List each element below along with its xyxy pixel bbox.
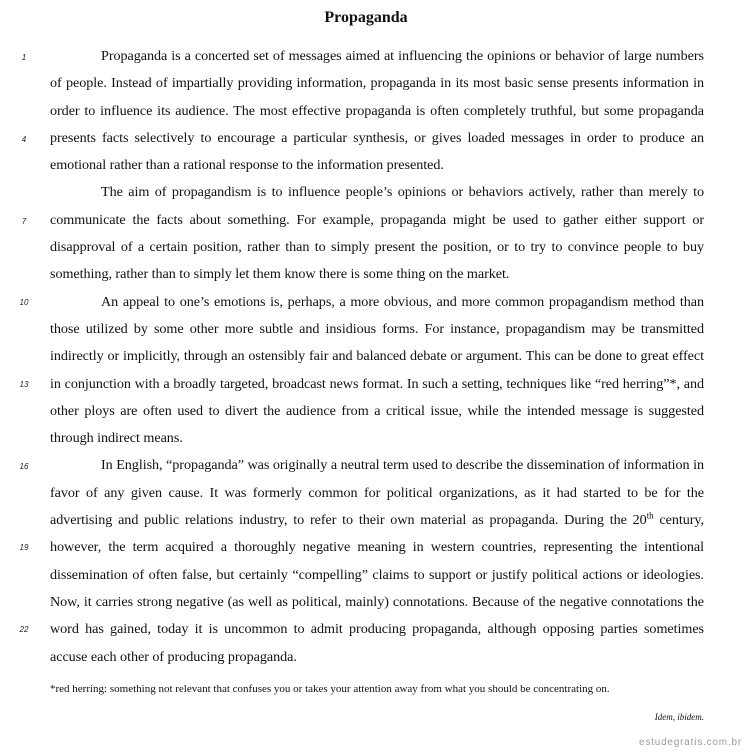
line-number: 22 (19, 625, 29, 634)
line-number: 19 (19, 543, 29, 552)
footnote: *red herring: something not relevant that confuses you or takes your attention away from what you should be concentrating on. (50, 683, 610, 695)
line-number: 1 (21, 53, 27, 62)
article-body (50, 43, 704, 671)
paragraph-4-text-before: In English, “propaganda” was originally a neutral term used to describe the dissemination of information in favor of any given cause. It was formerly common for political organizations, as it had started to be for the advertising and public relations industry, to refer to their own material as propaganda. During the 20 (50, 457, 704, 529)
source-citation: Idem, ibidem. (654, 712, 704, 722)
paragraph-3: An appeal to one’s emotions is, perhaps, a more obvious, and more common propagandism method than those utilized by some other more subtle and insidious forms. For instance, propagandism may be transmitted indirectly or implicitly, through an ostensibly fair and balanced debate or argument. This can be done to great effect in conjunction with a broadly targeted, broadcast news format. In such a setting, techniques like “red herring”*, and other ploys are often used to divert the audience from a critical issue, while the intended message is suggested through indirect means. (50, 293, 704, 447)
line-number: 16 (19, 462, 29, 471)
line-number: 13 (19, 380, 29, 389)
paragraph-4-text-after: century, however, the term acquired a thoroughly negative meaning in western countries, representing the intentional dissemination of often false, but certainly “compelling” claims to support or justify political actions or ideologies. Now, it carries strong negative (as well as political, mainly) connotations. Because of the negative connotations the word has gained, today it is uncommon to admit producing propaganda, although opposing parties sometimes accuse each other of producing propaganda. (50, 512, 704, 665)
line-number: 7 (21, 217, 27, 226)
ordinal-superscript: th (646, 510, 654, 521)
line-number: 10 (19, 298, 29, 307)
paragraph-4 (50, 452, 704, 670)
paragraph-2: The aim of propagandism is to influence people’s opinions or behaviors actively, rather than merely to communicate the facts about something. For example, propaganda might be used to gather either support or disapproval of a certain position, rather than to simply present the position, or to try to convince people to buy something, rather than to simply let them know there is some thing on the market. (50, 184, 704, 283)
watermark: estudegratis.com.br (638, 737, 742, 748)
line-number: 4 (21, 135, 27, 144)
line-number-column (0, 0, 40, 752)
document-title: Propaganda (324, 9, 408, 26)
paragraph-1: Propaganda is a concerted set of messages aimed at influencing the opinions or behavior of large numbers of people. Instead of impartially providing information, propaganda in its most basic sense presents information in order to influence its audience. The most effective propaganda is often completely truthful, but some propaganda presents facts selectively to encourage a particular synthesis, or gives loaded messages in order to produce an emotional rather than a rational response to the information presented. (50, 48, 704, 174)
